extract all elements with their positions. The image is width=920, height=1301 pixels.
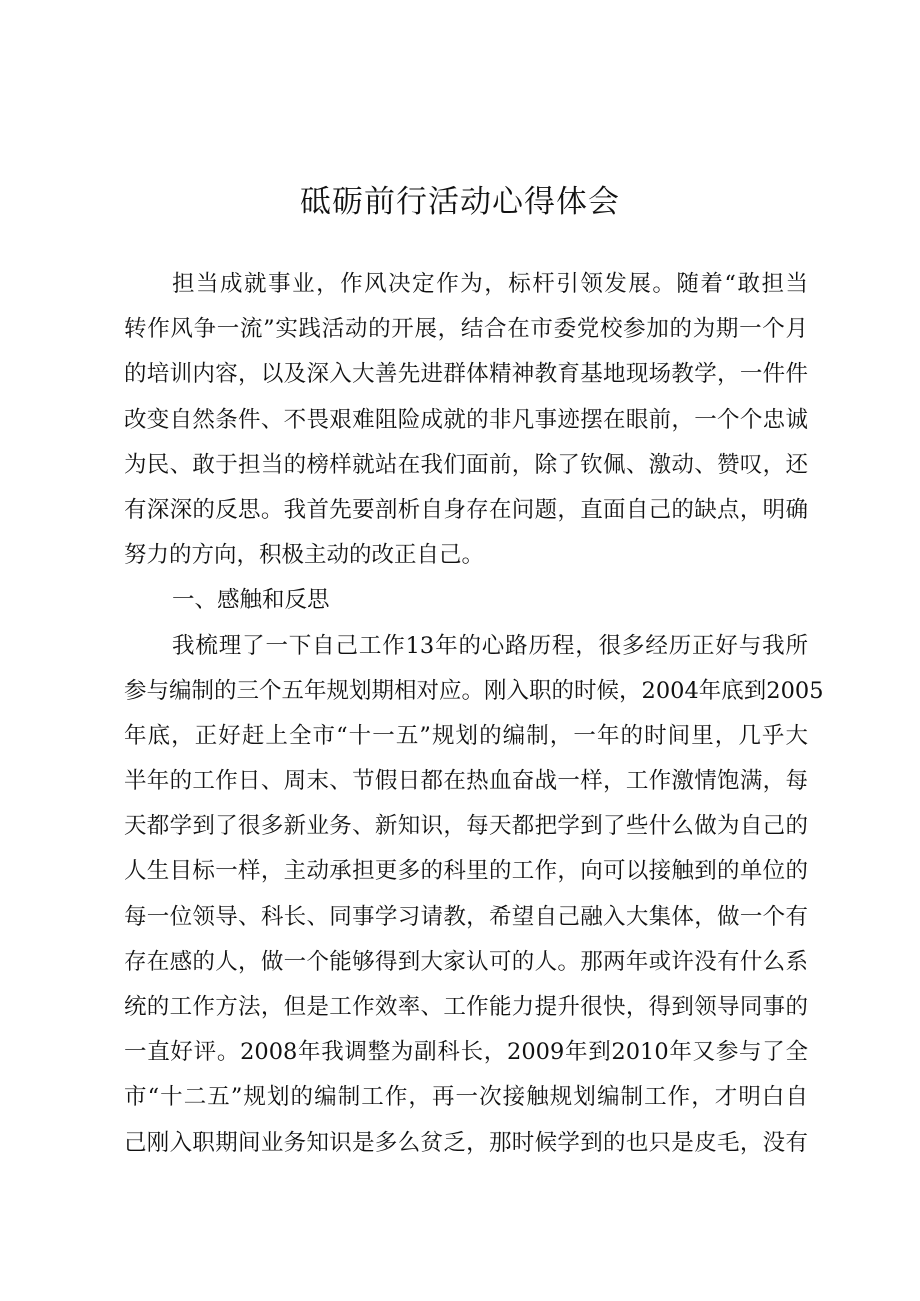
- paragraph-line: 存在感的人，做一个能够得到大家认可的人。那两年或许没有什么系: [124, 948, 808, 975]
- paragraph-line: 努力的方向，积极主动的改正自己。: [124, 542, 485, 569]
- paragraph-line: 统的工作方法，但是工作效率、工作能力提升很快，得到领导同事的: [124, 994, 808, 1020]
- paragraph-line: 有深深的反思。我首先要剖析自身存在问题，直面自己的缺点，明确: [124, 496, 808, 523]
- document-body: [124, 262, 824, 1166]
- paragraph-line: 年底，正好赶上全市“十一五”规划的编制，一年的时间里，几乎大: [124, 722, 808, 749]
- paragraph-line: 一直好评。2008年我调整为副科长，2009年到2010年又参与了全: [124, 1039, 808, 1066]
- paragraph-line: 人生目标一样，主动承担更多的科里的工作，向可以接触到的单位的: [124, 858, 808, 885]
- paragraph-line: 我梳理了一下自己工作13年的心路历程，很多经历正好与我所: [172, 632, 808, 659]
- paragraph-line: 天都学到了很多新业务、新知识，每天都把学到了些什么做为自己的: [124, 813, 808, 840]
- paragraph-line: 己刚入职期间业务知识是多么贫乏，那时候学到的也只是皮毛，没有: [124, 1129, 808, 1156]
- section-heading: 一、感触和反思: [172, 587, 330, 614]
- paragraph-line: 市“十二五”规划的编制工作，再一次接触规划编制工作，才明白自: [124, 1084, 808, 1111]
- paragraph-line: 为民、敢于担当的榜样就站在我们面前，除了钦佩、激动、赞叹，还: [124, 451, 808, 478]
- document-title: 砥砺前行活动心得体会: [300, 184, 620, 220]
- paragraph-line: 的培训内容，以及深入大善先进群体精神教育基地现场教学，一件件: [124, 361, 808, 388]
- paragraph-line: 改变自然条件、不畏艰难阻险成就的非凡事迹摆在眼前，一个个忠诚: [124, 406, 808, 433]
- paragraph-line: 参与编制的三个五年规划期相对应。刚入职的时候，2004年底到2005: [124, 677, 824, 704]
- paragraph-line: 转作风争一流”实践活动的开展，结合在市委党校参加的为期一个月: [124, 316, 808, 343]
- paragraph-line: 半年的工作日、周末、节假日都在热血奋战一样，工作激情饱满，每: [124, 768, 808, 795]
- paragraph-line: 担当成就事业，作风决定作为，标杆引领发展。随着“敢担当: [172, 271, 808, 297]
- paragraph-line: 每一位领导、科长、同事学习请教，希望自己融入大集体，做一个有: [124, 903, 808, 930]
